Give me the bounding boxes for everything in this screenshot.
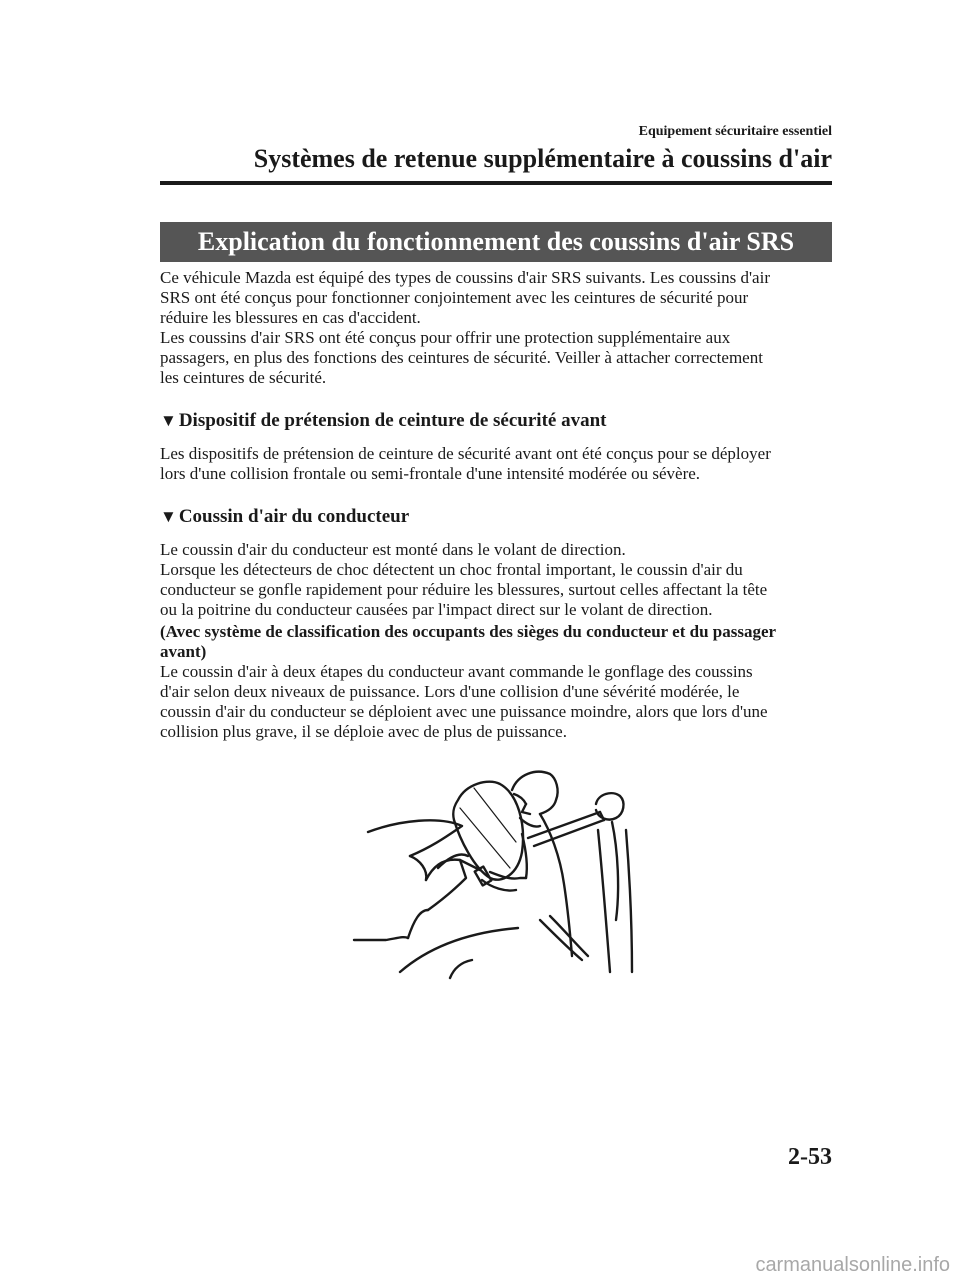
body-line: Le coussin d'air du conducteur est monté dans le volant de direction. [160,540,626,559]
body-line: d'air selon deux niveaux de puissance. Lors d'une collision d'une sévérité modérée, le [160,682,740,701]
watermark: carmanualsonline.info [755,1254,950,1276]
body-line: Le coussin d'air à deux étapes du conducteur avant commande le gonflage des coussins [160,662,753,681]
bold-note-line: avant) [160,642,207,661]
page-number: 2-53 [788,1144,832,1170]
triangle-down-icon: ▼ [160,507,177,526]
bold-note-line: (Avec système de classification des occupants des sièges du conducteur et du passager [160,622,777,641]
intro-line: passagers, en plus des fonctions des ceintures de sécurité. Veiller à attacher correctement [160,348,763,367]
intro-line: Ce véhicule Mazda est équipé des types de coussins d'air SRS suivants. Les coussins d'air [160,268,770,287]
driver-airbag-illustration [350,760,650,980]
body-line: collision plus grave, il se déploie avec de plus de puissance. [160,722,567,741]
subheading-driver-airbag [160,506,840,528]
section-title-banner: Explication du fonctionnement des coussins d'air SRS [160,222,832,262]
body-line: ou la poitrine du conducteur causées par l'impact direct sur le volant de direction. [160,600,713,619]
chapter-title: Systèmes de retenue supplémentaire à coussins d'air [253,144,832,173]
intro-line: réduire les blessures en cas d'accident. [160,308,421,327]
intro-line: Les coussins d'air SRS ont été conçus pour offrir une protection supplémentaire aux [160,328,731,347]
triangle-down-icon: ▼ [160,411,177,430]
body-line: Lorsque les détecteurs de choc détectent un choc frontal important, le coussin d'air du [160,560,743,579]
body-line: conducteur se gonfle rapidement pour réduire les blessures, surtout celles affectant la tête [160,580,768,599]
subheading-text: Dispositif de prétension de ceinture de sécurité avant [178,410,607,431]
body-line: coussin d'air du conducteur se déploient avec une puissance moindre, alors que lors d'une [160,702,768,721]
intro-line: les ceintures de sécurité. [160,368,327,387]
subheading-pretensioner [160,410,840,432]
subheading-text: Coussin d'air du conducteur [178,506,410,527]
body-line: Les dispositifs de prétension de ceinture de sécurité avant ont été conçus pour se déployer [160,444,771,463]
body-line: lors d'une collision frontale ou semi-frontale d'une intensité modérée ou sévère. [160,464,701,483]
header-rule [160,181,832,185]
intro-line: SRS ont été conçus pour fonctionner conjointement avec les ceintures de sécurité pour [160,288,749,307]
header-section-label: Equipement sécuritaire essentiel [638,124,832,139]
